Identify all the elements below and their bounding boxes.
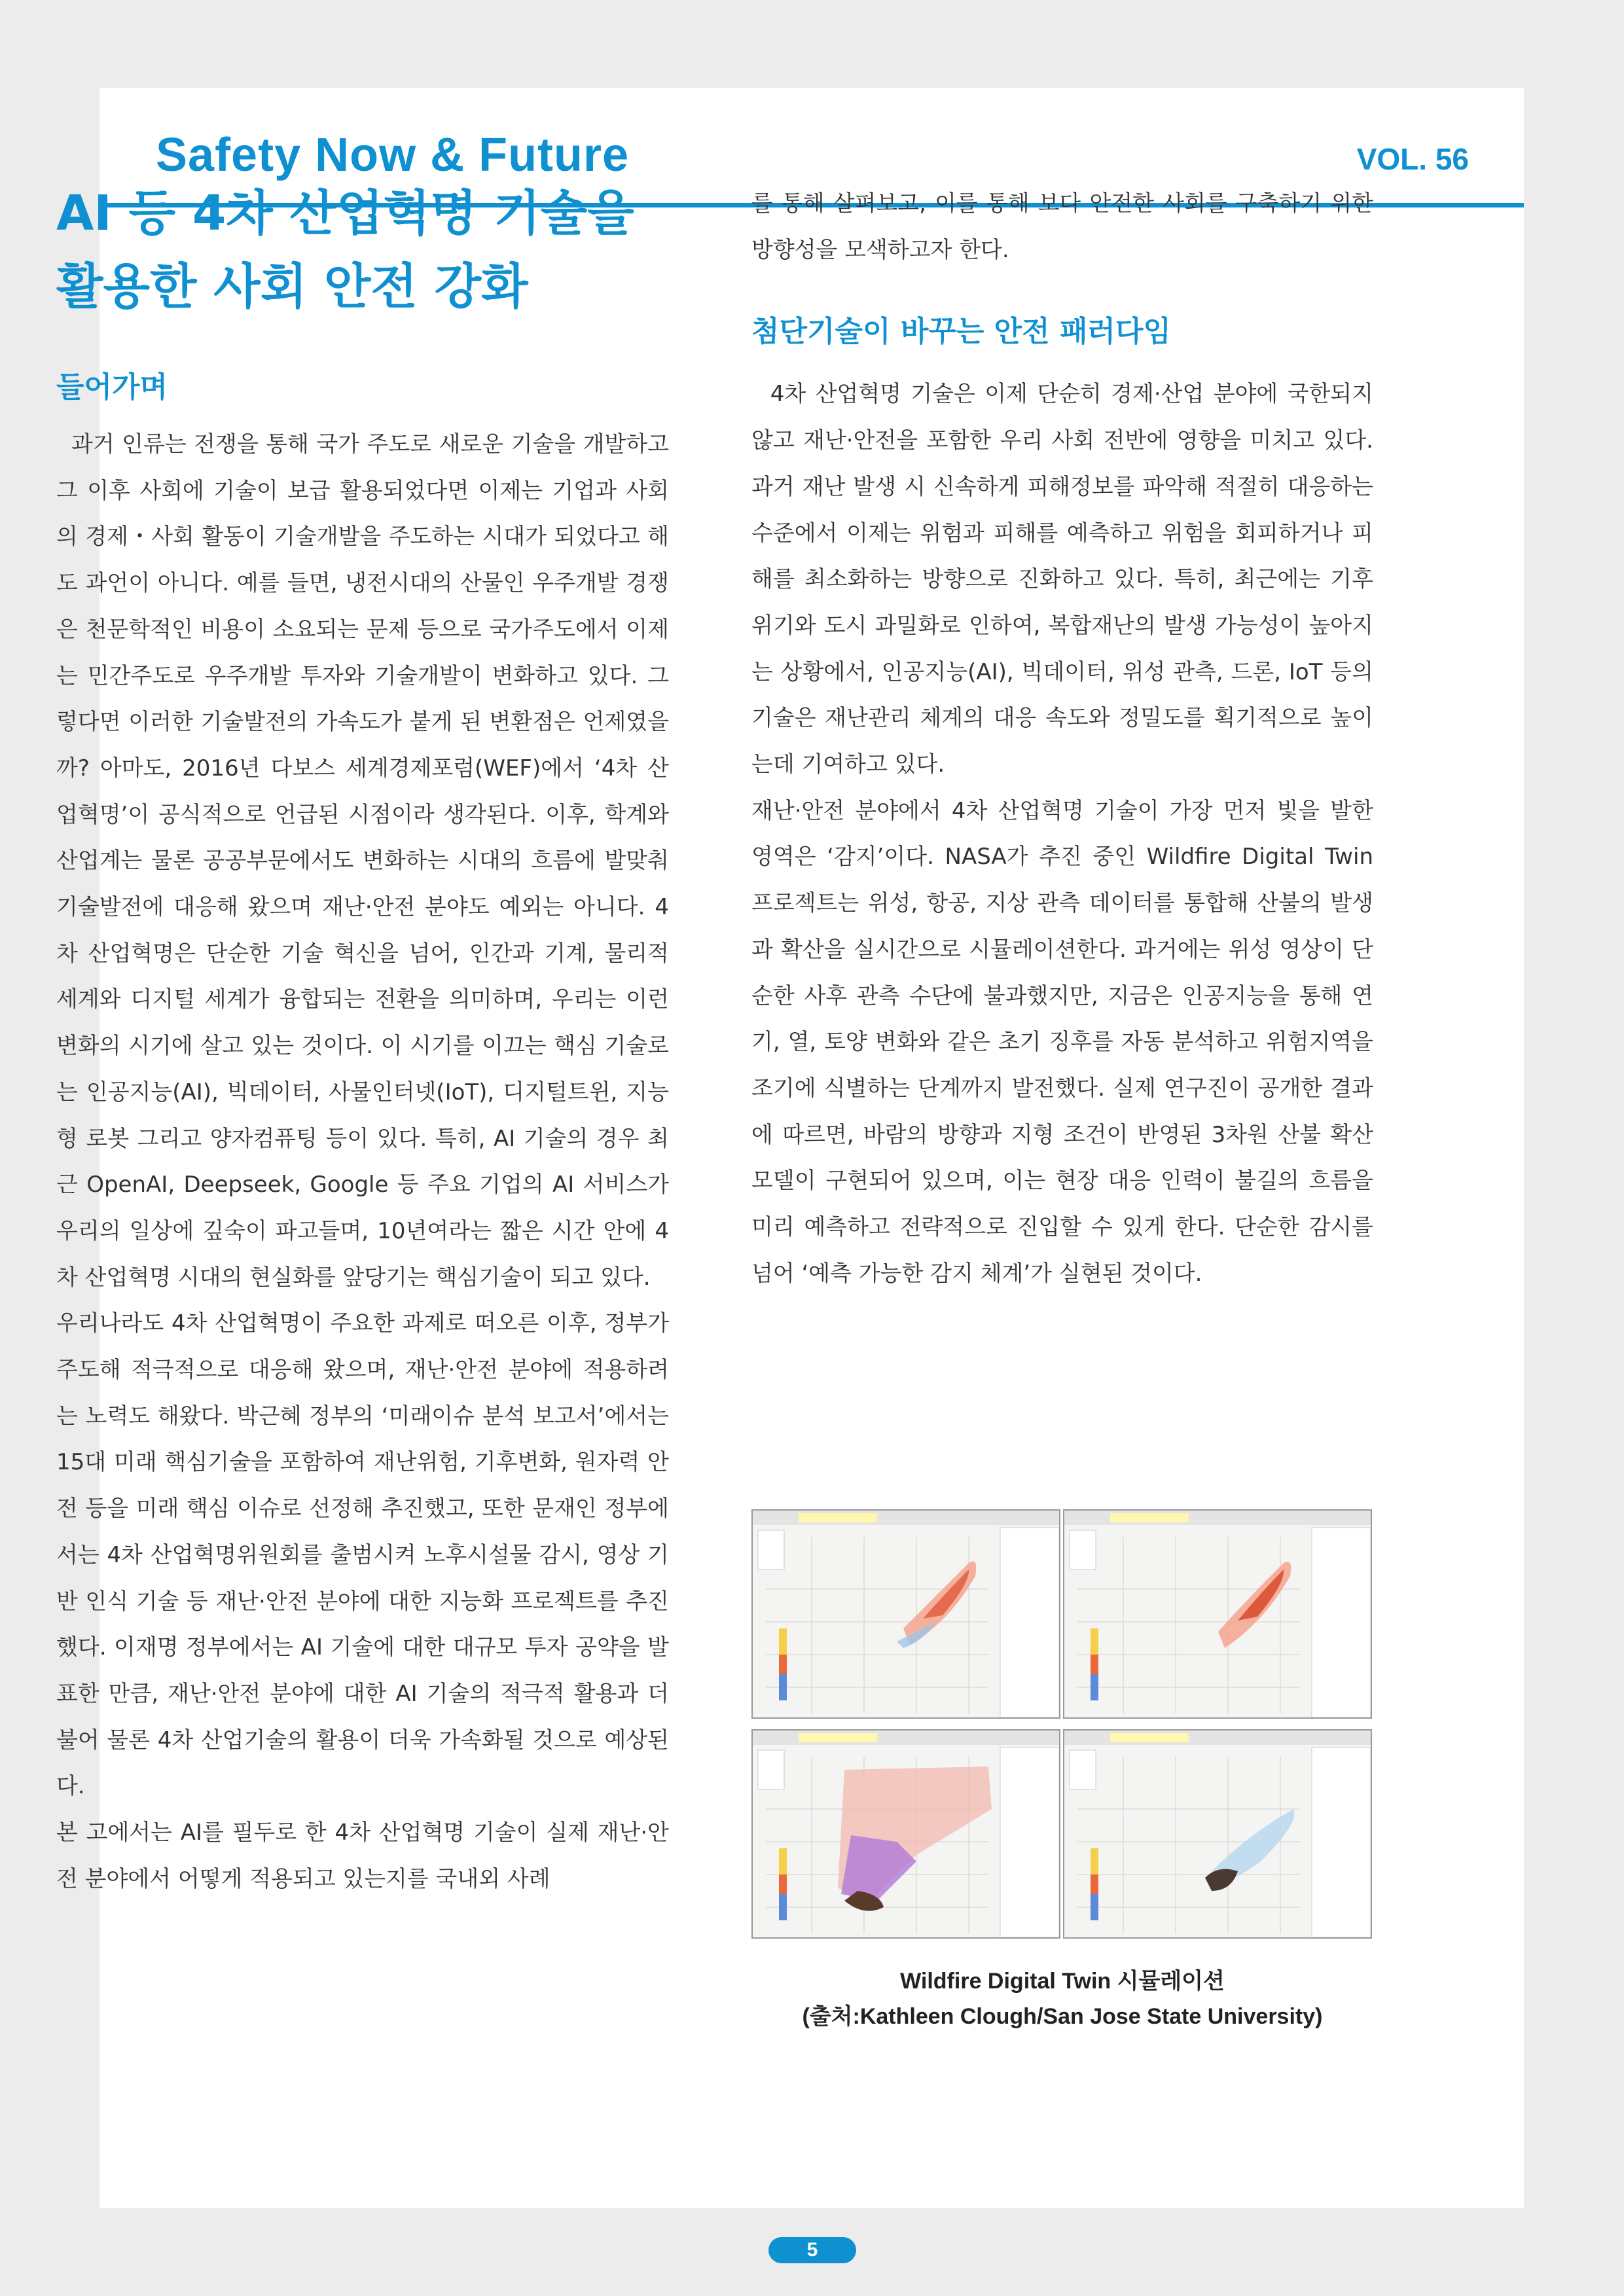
simulation-map-image bbox=[1064, 1511, 1372, 1719]
caption-source: (출처:Kathleen Clough/San Jose State University) bbox=[802, 2004, 1323, 2029]
paradigm-paragraph: 4차 산업혁명 기술은 이제 단순히 경제·산업 분야에 국한되지 않고 재난·안전을 포함한 우리 사회 전반에 영향을 미치고 있다. 과거 재난 발생 시 신속하게 피해정보를 파악해 적절히 대응하는 수준에서 이제는 위험과 피해를 예측하고 위험을 회피하거나 피해를 최소화하는 방향으로 진화하고 있다. 특히, 최근에는 기후 위기와 도시 과밀화로 인하여, 복합재난의 발생 가능성이 높아지는 상황에서, 인공지능(AI), 빅데이터, 위성 관측, 드론, IoT 등의 기술은 재난관리 체계의 대응 속도와 정밀도를 획기적으로 높이는데 기여하고 있다. bbox=[751, 381, 1373, 778]
simulation-panel bbox=[1063, 1509, 1372, 1719]
wildfire-simulation-figure bbox=[751, 1509, 1373, 1940]
figure-caption bbox=[751, 1964, 1373, 2034]
masthead-title: Safety Now & Future bbox=[156, 129, 630, 181]
paradigm-heading: 첨단기술이 바꾸는 안전 패러다임 bbox=[751, 315, 1172, 349]
simulation-map-image bbox=[753, 1511, 1060, 1719]
paradigm-paragraph: 재난·안전 분야에서 4차 산업혁명 기술이 가장 먼저 빛을 발한 영역은 ‘감지’이다. NASA가 추진 중인 Wildfire Digital Twin 프로젝트는 위성, 항공, 지상 관측 데이터를 통합해 산불의 발생과 확산을 실시간으로 시뮬레이션한다. 과거에는 위성 영상이 단순한 사후 관측 수단에 불과했지만, 지금은 인공지능을 통해 연기, 열, 토양 변화와 같은 초기 징후를 자동 분석하고 위험지역을 조기에 식별하는 단계까지 발전했다. 실제 연구진이 공개한 결과에 따르면, 바람의 방향과 지형 조건이 반영된 3차원 산불 확산 모델이 구현되어 있으며, 이는 현장 대응 인력이 불길의 흐름을 미리 예측하고 전략적으로 진입할 수 있게 한다. 단순한 감시를 넘어 ‘예측 가능한 감지 체계’가 실현된 것이다. bbox=[751, 797, 1373, 1287]
headline-line-2: 활용한 사회 안전 강화 bbox=[56, 259, 528, 315]
simulation-panel bbox=[751, 1509, 1060, 1719]
right-column bbox=[751, 181, 1373, 1297]
simulation-panel bbox=[751, 1729, 1060, 1939]
headline-line-1: AI 등 4차 산업혁명 기술을 bbox=[56, 185, 634, 242]
continuation-paragraph: 를 통해 살펴보고, 이를 통해 보다 안전한 사회를 구축하기 위한 방향성을 모색하고자 한다. bbox=[751, 190, 1373, 263]
intro-paragraph: 본 고에서는 AI를 필두로 한 4차 산업혁명 기술이 실제 재난·안전 분야에서 어떻게 적용되고 있는지를 국내외 사례 bbox=[56, 1820, 669, 1892]
caption-title: Wildfire Digital Twin 시뮬레이션 bbox=[900, 1969, 1225, 1994]
article-headline bbox=[56, 177, 775, 323]
intro-section bbox=[56, 368, 669, 1903]
page-number-badge: 5 bbox=[768, 2237, 856, 2263]
intro-paragraph: 과거 인류는 전쟁을 통해 국가 주도로 새로운 기술을 개발하고 그 이후 사회에 기술이 보급 활용되었다면 이제는 기업과 사회의 경제・사회 활동이 기술개발을 주도하는 시대가 되었다고 해도 과언이 아니다. 예를 들면, 냉전시대의 산물인 우주개발 경쟁은 천문학적인 비용이 소요되는 문제 등으로 국가주도에서 이제는 민간주도로 우주개발 투자와 기술개발이 변화하고 있다. 그렇다면 이러한 기술발전의 가속도가 붙게 된 변환점은 언제였을까? 아마도, 2016년 다보스 세계경제포럼(WEF)에서 ‘4차 산업혁명’이 공식적으로 언급된 시점이라 생각된다. 이후, 학계와 산업계는 물론 공공부문에서도 변화하는 시대의 흐름에 발맞춰 기술발전에 대응해 왔으며 재난·안전 분야도 예외는 아니다. 4차 산업혁명은 단순한 기술 혁신을 넘어, 인간과 기계, 물리적 세계와 디지털 세계가 융합되는 전환을 의미하며, 우리는 이런 변화의 시기에 살고 있는 것이다. 이 시기를 이끄는 핵심 기술로는 인공지능(AI), 빅데이터, 사물인터넷(IoT), 디지털트윈, 지능형 로봇 그리고 양자컴퓨팅 등이 있다. 특히, AI 기술의 경우 최근 OpenAI, Deepseek, Google 등 주요 기업의 AI 서비스가 우리의 일상에 깊숙이 파고들며, 10년여라는 짧은 시간 안에 4차 산업혁명 시대의 현실화를 앞당기는 핵심기술이 되고 있다. bbox=[56, 431, 669, 1291]
intro-paragraph: 우리나라도 4차 산업혁명이 주요한 과제로 떠오른 이후, 정부가 주도해 적극적으로 대응해 왔으며, 재난·안전 분야에 적용하려는 노력도 해왔다. 박근혜 정부의 ‘미래이슈 분석 보고서’에서는 15대 미래 핵심기술을 포함하여 재난위험, 기후변화, 원자력 안전 등을 미래 핵심 이슈로 선정해 추진했고, 또한 문재인 정부에서는 4차 산업혁명위원회를 출범시켜 노후시설물 감시, 영상 기반 인식 기술 등 재난·안전 분야에 대한 지능화 프로젝트를 추진했다. 이재명 정부에서는 AI 기술에 대한 대규모 투자 공약을 발표한 만큼, 재난·안전 분야에 대한 AI 기술의 적극적 활용과 더불어 물론 4차 산업기술의 활용이 더욱 가속화될 것으로 예상된다. bbox=[56, 1310, 669, 1800]
simulation-map-image bbox=[753, 1731, 1060, 1939]
intro-heading: 들어가며 bbox=[56, 370, 168, 404]
simulation-panel bbox=[1063, 1729, 1372, 1939]
simulation-map-image bbox=[1064, 1731, 1372, 1939]
volume-label: VOL. 56 bbox=[1356, 142, 1469, 176]
left-column bbox=[56, 177, 775, 1903]
